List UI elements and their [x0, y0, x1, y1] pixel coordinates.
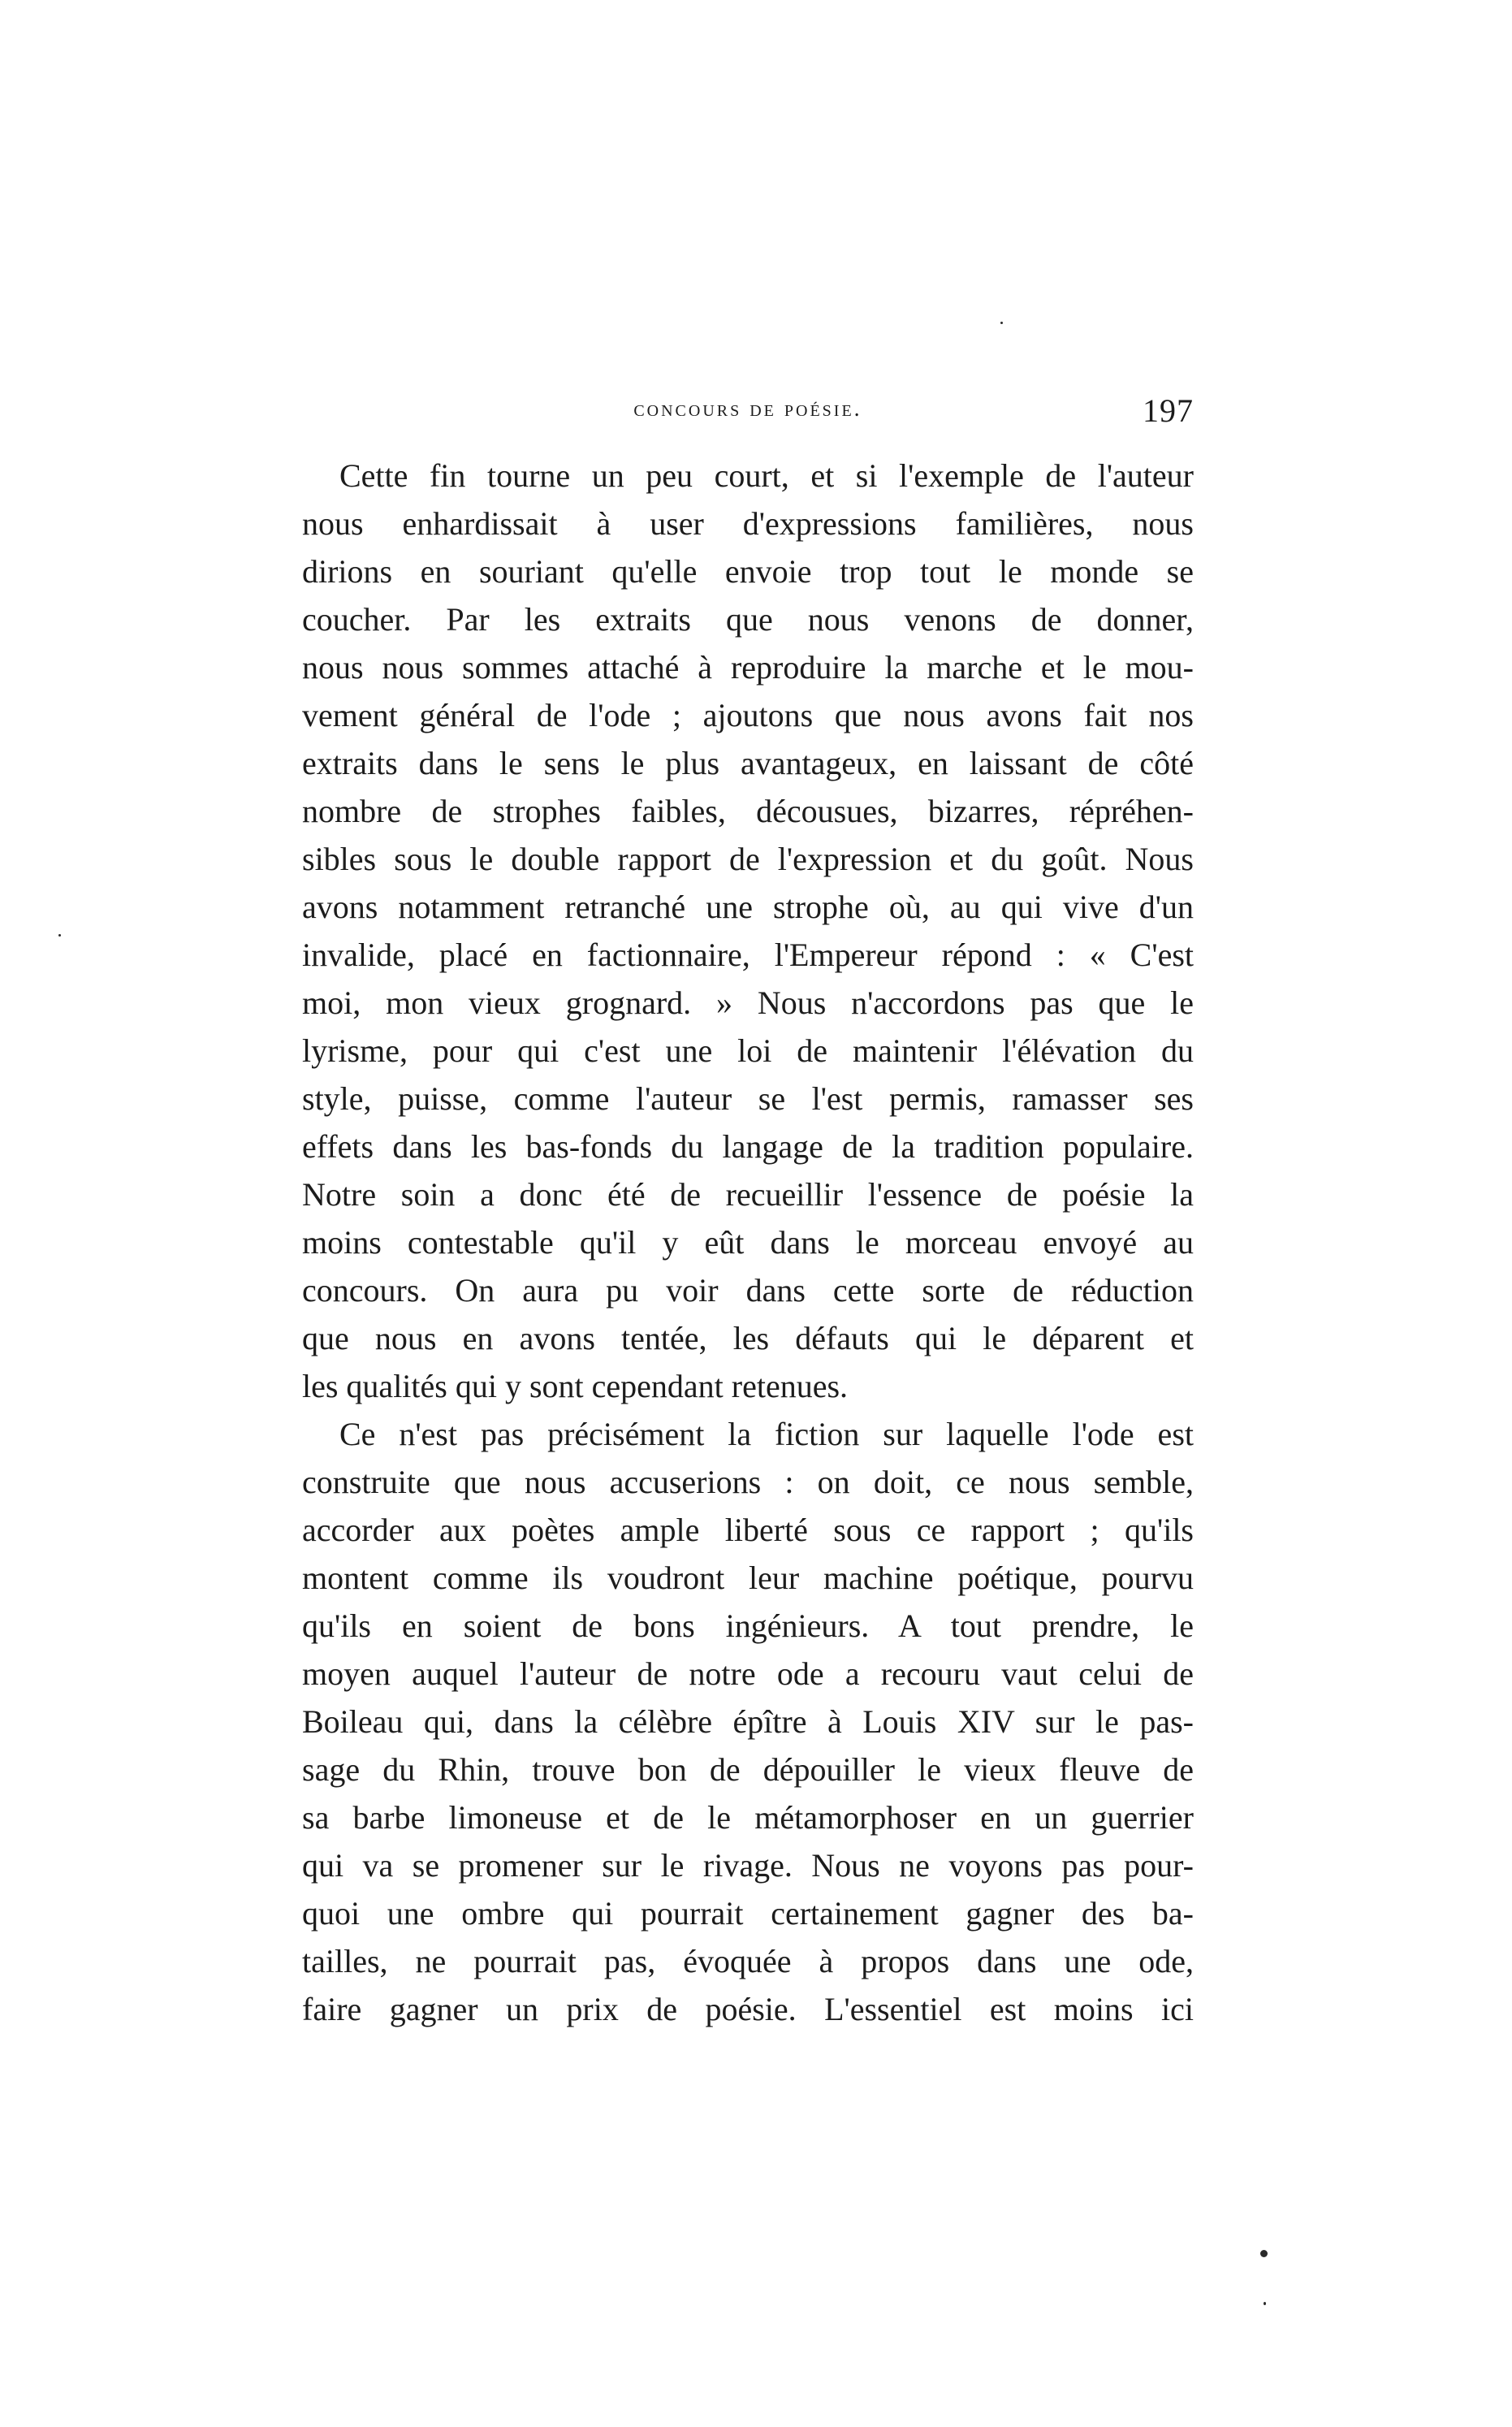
text-line: qui va se promener sur le rivage. Nous ne voyons pas pour- — [302, 1847, 1194, 1884]
text-line: les qualités qui y sont cependant retenues. — [302, 1368, 849, 1404]
text-line: sa barbe limoneuse et de le métamorphoser en un guerrier — [302, 1799, 1194, 1836]
text-line: lyrisme, pour qui c'est une loi de maintenir l'élévation du — [302, 1032, 1194, 1069]
text-line: effets dans les bas-fonds du langage de la tradition populaire. — [302, 1128, 1194, 1165]
ink-speck — [1260, 2250, 1268, 2257]
text-line: qu'ils en soient de bons ingénieurs. A tout prendre, le — [302, 1607, 1194, 1644]
running-head — [302, 392, 1194, 437]
text-line: quoi une ombre qui pourrait certainement gagner des ba- — [302, 1895, 1194, 1932]
text-line: moyen auquel l'auteur de notre ode a recouru vaut celui de — [302, 1655, 1194, 1692]
text-line: dirions en souriant qu'elle envoie trop tout le monde se — [302, 553, 1194, 590]
text-line: extraits dans le sens le plus avantageux, en laissant de côté — [302, 745, 1194, 781]
ink-speck — [1264, 2302, 1266, 2305]
text-line: tailles, ne pourrait pas, évoquée à propos dans une ode, — [302, 1943, 1194, 1979]
text-line: nous nous sommes attaché à reproduire la marche et le mou- — [302, 649, 1194, 686]
text-line: sibles sous le double rapport de l'expression et du goût. Nous — [302, 841, 1194, 877]
text-line: coucher. Par les extraits que nous venons de donner, — [302, 601, 1194, 638]
text-line: style, puisse, comme l'auteur se l'est permis, ramasser ses — [302, 1080, 1194, 1117]
ink-speck — [1000, 322, 1003, 324]
page-number: 197 — [1143, 392, 1194, 429]
text-line: concours. On aura pu voir dans cette sorte de réduction — [302, 1272, 1194, 1309]
ink-speck — [58, 934, 61, 937]
paragraph — [302, 1410, 1194, 2033]
text-line: sage du Rhin, trouve bon de dépouiller le vieux fleuve de — [302, 1751, 1194, 1788]
text-line: nous enhardissait à user d'expressions familières, nous — [302, 505, 1194, 542]
text-line: nombre de strophes faibles, décousues, bizarres, répréhen- — [302, 793, 1194, 829]
text-line: Boileau qui, dans la célèbre épître à Louis XIV sur le pas- — [302, 1703, 1194, 1740]
text-line: moi, mon vieux grognard. » Nous n'accordons pas que le — [302, 984, 1194, 1021]
text-line: que nous en avons tentée, les défauts qui le déparent et — [302, 1320, 1194, 1356]
running-title: concours de poésie. — [633, 396, 862, 422]
text-line: Ce n'est pas précisément la fiction sur laquelle l'ode est — [339, 1416, 1194, 1452]
body-text — [302, 452, 1194, 2033]
text-line: accorder aux poètes ample liberté sous ce rapport ; qu'ils — [302, 1512, 1194, 1548]
text-line: Notre soin a donc été de recueillir l'essence de poésie la — [302, 1176, 1194, 1213]
text-line: faire gagner un prix de poésie. L'essentiel est moins ici — [302, 1991, 1194, 2027]
text-line: construite que nous accuserions : on doit, ce nous semble, — [302, 1464, 1194, 1500]
text-line: invalide, placé en factionnaire, l'Empereur répond : « C'est — [302, 937, 1194, 973]
text-line: vement général de l'ode ; ajoutons que nous avons fait nos — [302, 697, 1194, 733]
paragraph — [302, 452, 1194, 1410]
text-line: Cette fin tourne un peu court, et si l'exemple de l'auteur — [339, 457, 1194, 494]
text-line: moins contestable qu'il y eût dans le morceau envoyé au — [302, 1224, 1194, 1261]
text-line: montent comme ils voudront leur machine poétique, pourvu — [302, 1560, 1194, 1596]
text-line: avons notamment retranché une strophe où, au qui vive d'un — [302, 889, 1194, 925]
